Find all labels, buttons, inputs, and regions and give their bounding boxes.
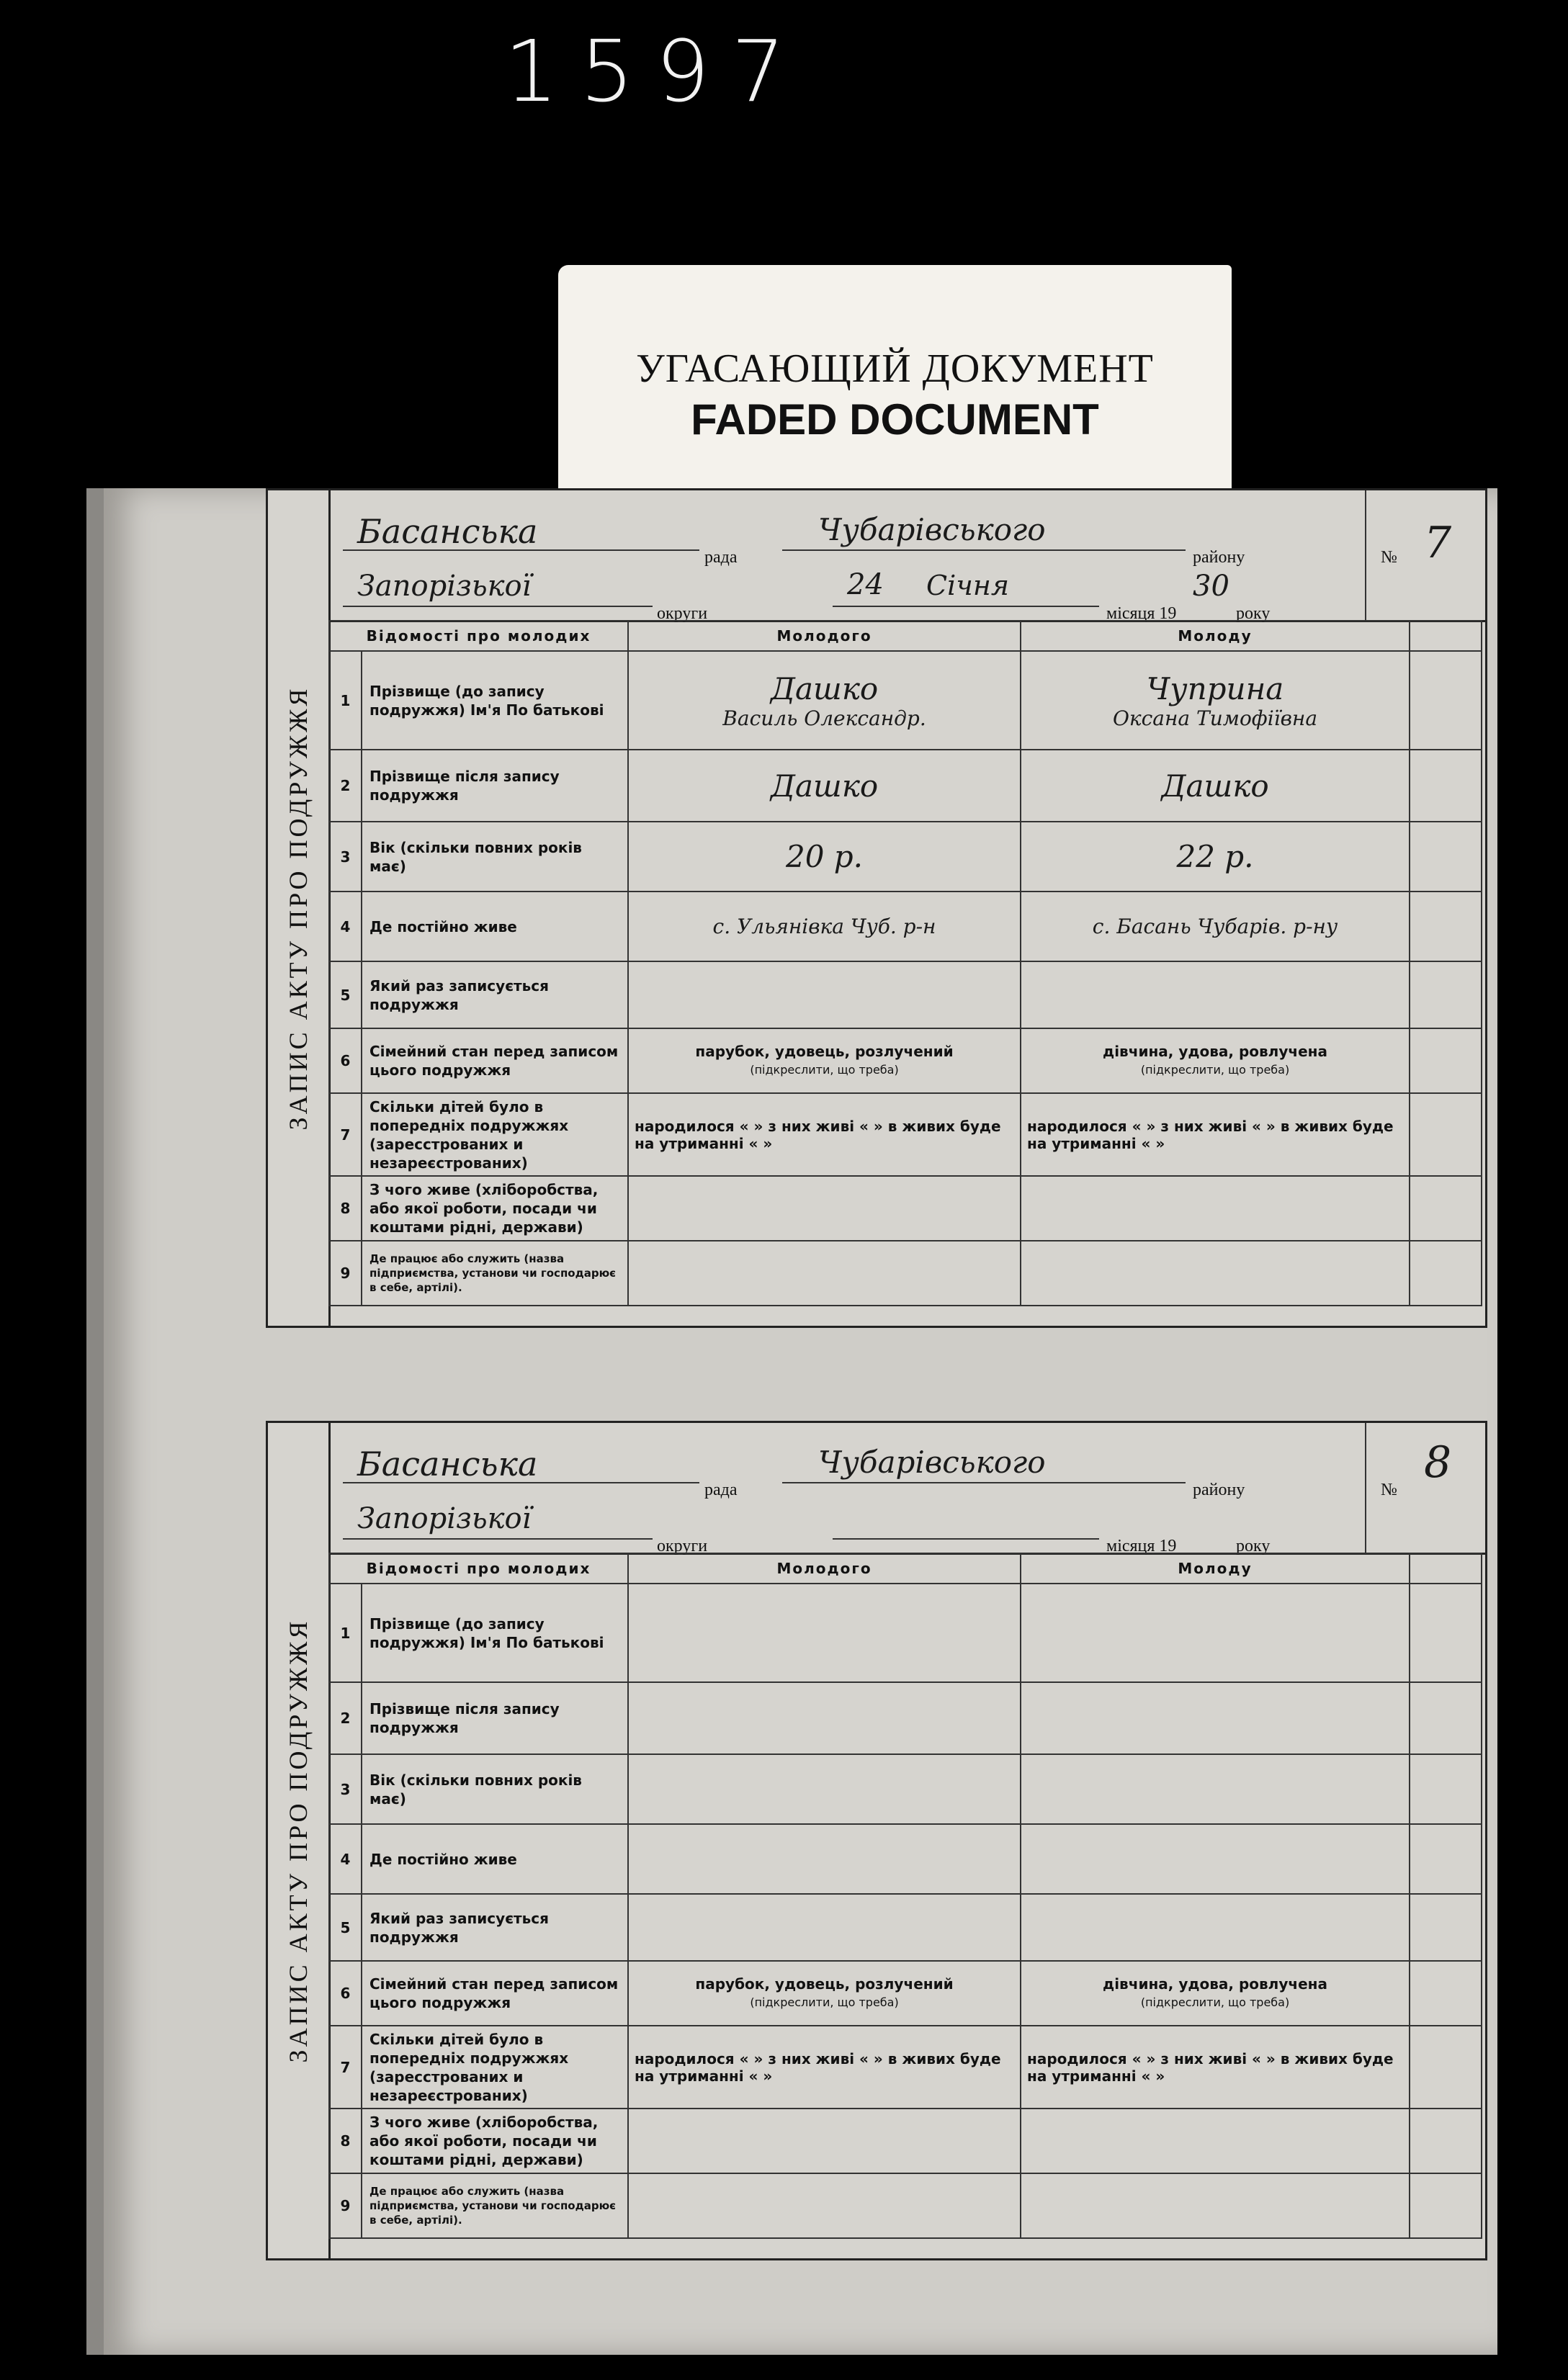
row-number: 9 bbox=[329, 1241, 362, 1306]
film-number: 1597 bbox=[504, 22, 807, 121]
col-header-info: Відомості про молодих bbox=[329, 1553, 628, 1584]
row-number: 4 bbox=[329, 892, 362, 961]
side-title-box bbox=[268, 1423, 331, 2258]
row-question: Де постійно живе bbox=[362, 892, 628, 961]
underline-note: (підкреслити, що треба) bbox=[1140, 1995, 1290, 2009]
col-header-groom: Молодого bbox=[628, 1553, 1021, 1584]
row-number: 7 bbox=[329, 1093, 362, 1176]
row-number: 6 bbox=[329, 1961, 362, 2026]
row-question: Прізвище (до запису подружжя) Ім'я По батькові bbox=[362, 1584, 628, 1682]
record-number: 7 bbox=[1424, 518, 1452, 568]
row-question: Де працює або служить (назва підприємства, установи чи господарює в себе, артілі). bbox=[362, 1241, 628, 1306]
row-number: 8 bbox=[329, 2109, 362, 2173]
side-title-box bbox=[268, 490, 331, 1326]
row-number: 4 bbox=[329, 1824, 362, 1894]
groom-age: 20 р. bbox=[786, 839, 864, 874]
bride-status-options bbox=[1021, 1961, 1410, 2026]
rada-value: Басанська bbox=[357, 512, 538, 551]
record-number-box bbox=[1365, 490, 1485, 620]
row-question: З чого живе (хліборобства, або якої роботи, посади чи коштами рідні, держави) bbox=[362, 2109, 628, 2173]
number-label: № bbox=[1381, 1481, 1397, 1499]
col-header-groom: Молодого bbox=[628, 621, 1021, 651]
row-number: 1 bbox=[329, 1584, 362, 1682]
row-question: Скільки дітей було в попередніх подружжях (заресстрованих и незареєстрованих) bbox=[362, 2026, 628, 2109]
row-question: Прізвище після запису подружжя bbox=[362, 1682, 628, 1754]
okruga-value: Запорізької bbox=[357, 570, 532, 603]
record-number: 8 bbox=[1424, 1437, 1452, 1488]
okruga-value: Запорізької bbox=[357, 1502, 532, 1535]
row-question: Який раз записується подружжя bbox=[362, 1894, 628, 1961]
groom-new-surname: Дашко bbox=[770, 768, 879, 804]
row-question: Прізвище (до запису подружжя) Ім'я По батькові bbox=[362, 651, 628, 750]
raion-label: району bbox=[1193, 1481, 1245, 1499]
rada-label: рада bbox=[704, 1481, 738, 1499]
day-value: 24 bbox=[847, 568, 884, 601]
groom-status-options bbox=[628, 1961, 1021, 2026]
row-number: 3 bbox=[329, 822, 362, 892]
record-header bbox=[328, 490, 1485, 622]
row-question: Сімейний стан перед записом цього подружжя bbox=[362, 1961, 628, 2026]
bride-status: дівчина, удова, ровлучена bbox=[1103, 1043, 1327, 1060]
row-number: 2 bbox=[329, 750, 362, 822]
bride-children: народилося « » з них живі « » в живих буде на утриманні « » bbox=[1021, 2026, 1410, 2109]
row-number: 7 bbox=[329, 2026, 362, 2109]
row-number: 6 bbox=[329, 1028, 362, 1093]
bride-residence: с. Басань Чубарів. р-ну bbox=[1092, 915, 1338, 938]
month-label: місяця 19 bbox=[1106, 1537, 1177, 1555]
faded-document-stamp bbox=[558, 265, 1232, 499]
row-number: 3 bbox=[329, 1754, 362, 1824]
row-number: 8 bbox=[329, 1176, 362, 1241]
bride-children: народилося « » з них живі « » в живих буде на утриманні « » bbox=[1021, 1093, 1410, 1176]
row-question: Який раз записується подружжя bbox=[362, 961, 628, 1028]
row-number: 5 bbox=[329, 1894, 362, 1961]
row-question: Вік (скільки повних років має) bbox=[362, 822, 628, 892]
raion-value: Чубарівського bbox=[818, 1445, 1046, 1480]
month-value: Січня bbox=[926, 570, 1010, 601]
register-page bbox=[86, 488, 1497, 2355]
bride-age: 22 р. bbox=[1176, 839, 1254, 874]
underline-note: (підкреслити, що треба) bbox=[1140, 1063, 1290, 1077]
record-table bbox=[328, 620, 1482, 1306]
raion-value: Чубарівського bbox=[818, 512, 1046, 547]
stamp-ru: УГАСАЮЩИЙ ДОКУМЕНТ bbox=[636, 346, 1154, 391]
number-label: № bbox=[1381, 548, 1397, 567]
row-number: 2 bbox=[329, 1682, 362, 1754]
raion-label: району bbox=[1193, 548, 1245, 567]
okruga-label: округи bbox=[657, 1537, 708, 1555]
marriage-record-8 bbox=[266, 1421, 1487, 2260]
bride-status: дівчина, удова, ровлучена bbox=[1103, 1975, 1327, 1993]
row-question: Скільки дітей було в попередніх подружжях (заресстрованих и незареєстрованих) bbox=[362, 1093, 628, 1176]
groom-children: народилося « » з них живі « » в живих буде на утриманні « » bbox=[628, 1093, 1021, 1176]
marriage-record-7 bbox=[266, 488, 1487, 1328]
okruga-label: округи bbox=[657, 604, 708, 623]
bride-status-options bbox=[1021, 1028, 1410, 1093]
row-question: Вік (скільки повних років має) bbox=[362, 1754, 628, 1824]
row-number: 9 bbox=[329, 2173, 362, 2238]
underline-note: (підкреслити, що треба) bbox=[750, 1063, 899, 1077]
row-question: Де постійно живе bbox=[362, 1824, 628, 1894]
groom-status-options bbox=[628, 1028, 1021, 1093]
year-label: року bbox=[1236, 604, 1271, 623]
col-header-bride: Молоду bbox=[1021, 621, 1410, 651]
stamp-en: FADED DOCUMENT bbox=[691, 395, 1099, 444]
bride-new-surname: Дашко bbox=[1161, 768, 1269, 804]
record-table bbox=[328, 1553, 1482, 2239]
col-header-info: Відомості про молодих bbox=[329, 621, 628, 651]
groom-status: парубок, удовець, розлучений bbox=[695, 1043, 954, 1060]
record-header bbox=[328, 1423, 1485, 1555]
row-question: З чого живе (хліборобства, або якої роботи, посади чи коштами рідні, держави) bbox=[362, 1176, 628, 1241]
row-number: 1 bbox=[329, 651, 362, 750]
bride-name: Оксана Тимофіївна bbox=[1112, 706, 1318, 730]
col-header-bride: Молоду bbox=[1021, 1553, 1410, 1584]
month-label: місяця 19 bbox=[1106, 604, 1177, 623]
groom-surname: Дашко bbox=[770, 670, 879, 706]
groom-residence: с. Ульянівка Чуб. р-н bbox=[712, 915, 936, 938]
groom-names bbox=[628, 651, 1021, 750]
bride-surname: Чуприна bbox=[1146, 670, 1284, 706]
record-number-box bbox=[1365, 1423, 1485, 1553]
groom-status: парубок, удовець, розлучений bbox=[695, 1975, 954, 1993]
bride-names bbox=[1021, 651, 1410, 750]
rada-label: рада bbox=[704, 548, 738, 567]
side-title: ЗАПИС АКТУ ПРО ПОДРУЖЖЯ bbox=[284, 1618, 313, 2063]
groom-name: Василь Олександр. bbox=[722, 706, 926, 730]
row-question: Прізвище після запису подружжя bbox=[362, 750, 628, 822]
underline-note: (підкреслити, що треба) bbox=[750, 1995, 899, 2009]
side-title: ЗАПИС АКТУ ПРО ПОДРУЖЖЯ bbox=[284, 686, 313, 1131]
row-question: Сімейний стан перед записом цього подружжя bbox=[362, 1028, 628, 1093]
groom-children: народилося « » з них живі « » в живих буде на утриманні « » bbox=[628, 2026, 1021, 2109]
year-label: року bbox=[1236, 1537, 1271, 1555]
year-value: 30 bbox=[1193, 570, 1229, 603]
rada-value: Басанська bbox=[357, 1445, 538, 1483]
row-number: 5 bbox=[329, 961, 362, 1028]
row-question: Де працює або служить (назва підприємства, установи чи господарює в себе, артілі). bbox=[362, 2173, 628, 2238]
